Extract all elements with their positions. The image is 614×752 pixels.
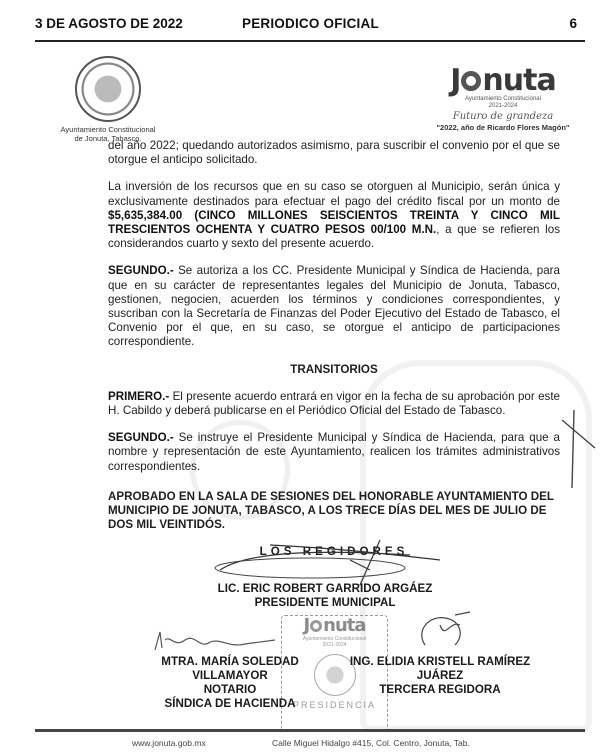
coat-of-arms-icon [75,56,141,122]
presidente-name: LIC. ERIC ROBERT GARRIDO ARGÁEZ [217,582,433,595]
year-motto: "2022, año de Ricardo Flores Magón" [436,123,570,132]
stamp-label: PRESIDENCIA [292,700,376,710]
document-body [108,139,560,573]
jonuta-wordmark: J nuta [450,63,556,98]
tercera-role: TERCERA REGIDORA [379,683,501,696]
jonuta-brand-logo [428,63,578,133]
margin-initial-mark [560,400,600,490]
stamp-wordmark: J nuta [303,615,366,636]
signature-tercera [415,610,475,655]
footer-website: www.jonuta.gob.mx [132,738,206,748]
sindica-name-line3: NOTARIO [203,683,257,696]
regidores-heading: LOS REGIDORES [259,545,409,559]
sindica-name-line2: VILLAMAYOR [192,669,268,682]
publication-date: 3 DE AGOSTO DE 2022 [35,16,183,31]
paragraph-segundo: SEGUNDO.- Se autoriza a los CC. Presidente Municipal y Síndica de Hacienda, para que en su carácter de representantes legales del Municipio de Jonuta, Tabasco, gestionen, negocien, acuerden los términos y condiciones correspondientes, y suscriban con la Secretaría de Finanzas del Poder Ejecutivo del Estado de Tabasco, el Convenio por el que, en su caso, se otorgue el anticipo de participaciones correspondiente. [108,264,560,349]
seal-caption-line1: Ayuntamiento Constitucional [60,125,156,134]
publication-title: PERIODICO OFICIAL [242,16,379,31]
signatory-sindica [140,655,320,711]
brand-subtitle: Ayuntamiento Constitucional [465,96,541,102]
municipal-seal-logo [48,56,168,143]
sindica-role: SÍNDICA DE HACIENDA [164,697,296,710]
signatory-presidente [200,582,450,610]
paragraph-inversion: La inversión de los recursos que en su caso se otorguen al Municipio, serán única y exclusivamente destinados para efectuar el pago del crédito fiscal por un monto de $5,635,384.00 (CINCO MILLONES SEISCIENTOS TREINTA Y CINCO MIL TRESCIENTOS OCHENTA Y CUATRO PESOS 00/100 M.N., a que se refieren los considerandos cuarto y sexto del presente acuerdo. [108,180,561,251]
signatory-tercera-regidora [320,655,560,697]
tercera-name-line1: ING. ELIDIA KRISTELL RAMÍREZ [349,655,531,668]
page-header [35,16,585,34]
brand-slogan: Futuro de grandeza [452,111,554,122]
signature-sindica [150,630,280,658]
approval-statement: APROBADO EN LA SALA DE SESIONES DEL HONORABLE AYUNTAMIENTO DEL MUNICIPIO DE JONUTA, TABASCO, A LOS TRECE DÍAS DEL MES DE JULIO DE DOS MIL VEINTIDÓS. [108,489,554,532]
transitorios-heading: TRANSITORIOS [290,362,378,376]
page-number: 6 [569,16,577,31]
brand-years: 2021-2024 [488,103,518,109]
presidente-role: PRESIDENTE MUNICIPAL [254,596,396,609]
seal-caption-line2: de Jonuta, Tabasco. [74,134,142,143]
sindica-name-line1: MTRA. MARÍA SOLEDAD [161,655,299,668]
footer-address: Calle Miguel Hidalgo #415, Col. Centro, Jonuta, Tab. [272,738,470,748]
paragraph-transitorio-segundo: SEGUNDO.- Se instruye el Presidente Municipal y Síndica de Hacienda, para que a nombre y representación de este Ayuntamiento, realicen los trámites administrativos correspondientes. [108,431,560,473]
paragraph-transitorio-primero: PRIMERO.- El presente acuerdo entrará en vigor en la fecha de su aprobación por este H. Cabildo y deberá publicarse en el Periódico Oficial del Estado de Tabasco. [108,389,560,418]
amount-bold: $5,635,384.00 (CINCO MILLONES SEISCIENTOS TREINTA Y CINCO MIL TRESCIENTOS OCHENTA Y CUATRO PESOS 00/100 M.N. [108,208,560,237]
footer-rule [35,729,585,732]
stamp-years: 2021-2024 [322,642,347,648]
header-rule [35,40,585,42]
paragraph-continuation: del año 2022; quedando autorizados asimismo, para suscribir el convenio por el que se otorgue el anticipo solicitado. [108,139,560,167]
tercera-name-line2: JUÁREZ [416,669,464,682]
stamp-subtitle: Ayuntamiento Constitucional [302,636,367,642]
